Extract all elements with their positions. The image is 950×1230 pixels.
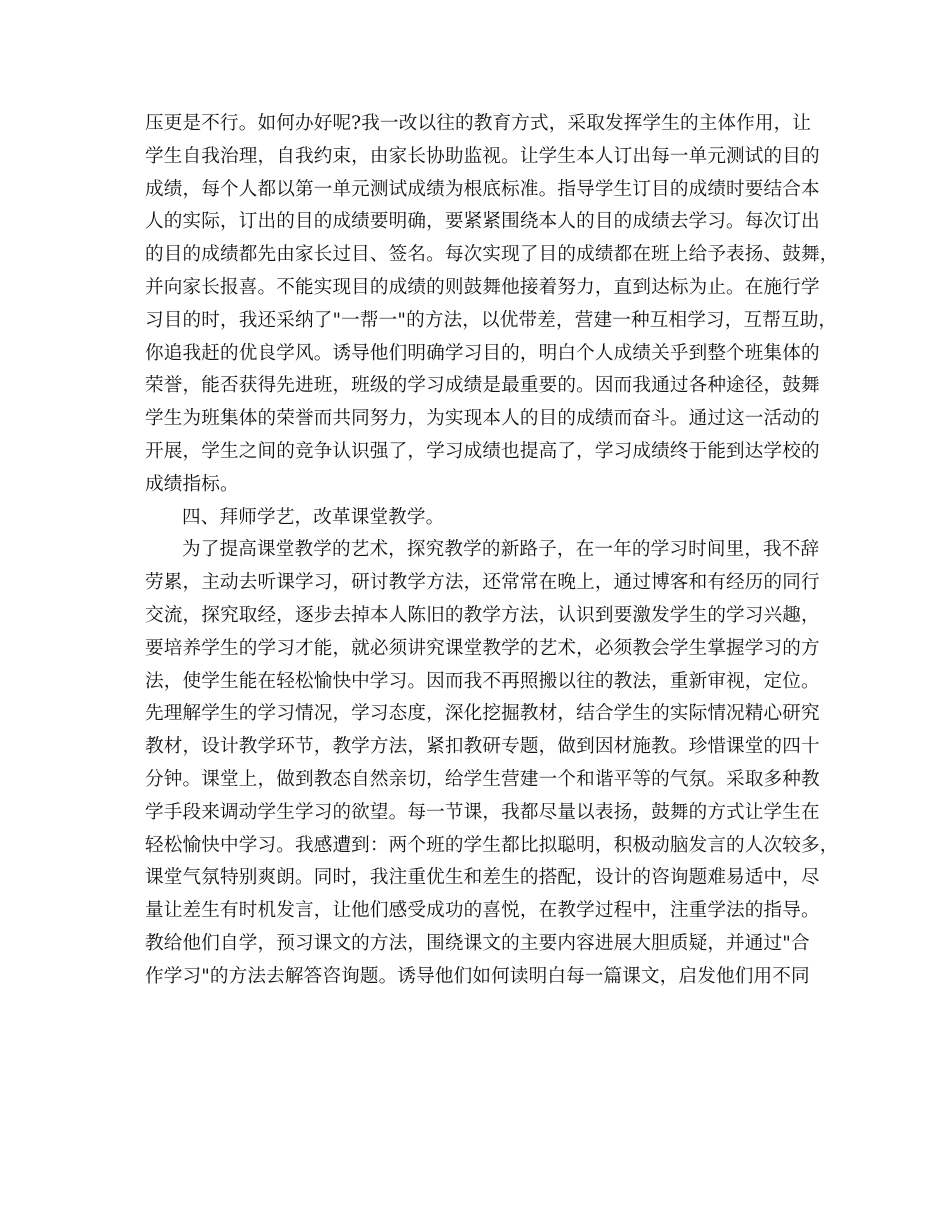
paragraph-line: 成绩指标。: [145, 473, 239, 495]
paragraph-line: 量让差生有时机发言，让他们感受成功的喜悦，在教学过程中，注重学法的指导。: [145, 900, 820, 922]
paragraph-line: 教材，设计教学环节，教学方法，紧扣教研专题，做到因材施教。珍惜课堂的四十: [145, 736, 820, 758]
paragraph-line: 压更是不行。如何办好呢?我一改以往的教育方式，采取发挥学生的主体作用，让: [145, 113, 812, 134]
paragraph-line: 学手段来调动学生学习的欲望。每一节课，我都尽量以表扬，鼓舞的方式让学生在: [145, 801, 820, 823]
paragraph-line: 习目的时，我还采纳了"一帮一"的方法，以优带差，营建一种互相学习，互帮互助，: [145, 309, 838, 331]
paragraph-line: 并向家长报喜。不能实现目的成绩的则鼓舞他接着努力，直到达标为止。在施行学: [145, 276, 820, 298]
paragraph-line: 荣誉，能否获得先进班，班级的学习成绩是最重要的。因而我通过各种途径，鼓舞: [145, 375, 820, 397]
paragraph-line: 成绩，每个人都以第一单元测试成绩为根底标准。指导学生订目的成绩时要结合本: [145, 178, 820, 200]
paragraph-line: 分钟。课堂上，做到教态自然亲切，给学生营建一个和谐平等的气氛。采取多种教: [145, 768, 820, 790]
paragraph-line: 轻松愉快中学习。我感遭到：两个班的学生都比拟聪明，积极动脑发言的人次较多，: [145, 834, 839, 856]
paragraph-line: 法，使学生能在轻松愉快中学习。因而我不再照搬以往的教法，重新审视，定位。: [145, 670, 820, 692]
paragraph-line: 教给他们自学，预习课文的方法，围绕课文的主要内容进展大胆质疑，并通过"合: [145, 932, 810, 954]
paragraph-line: 开展，学生之间的竞争认识强了，学习成绩也提高了，学习成绩终于能到达学校的: [145, 440, 820, 462]
paragraph-line: 学生为班集体的荣誉而共同努力，为实现本人的目的成绩而奋斗。通过这一活动的: [145, 408, 820, 430]
document-body: [145, 108, 839, 994]
paragraph-line: 为了提高课堂教学的艺术，探究教学的新路子，在一年的学习时间里，我不辞: [182, 539, 820, 561]
paragraph-line: 交流，探究取经，逐步去掉本人陈旧的教学方法，认识到要激发学生的学习兴趣，: [145, 604, 820, 626]
paragraph-line: 课堂气氛特别爽朗。同时，我注重优生和差生的搭配，设计的咨询题难易适中，尽: [145, 867, 820, 889]
paragraph-line: 要培养学生的学习才能，就必须讲究课堂教学的艺术，必须教会学生掌握学习的方: [145, 637, 820, 659]
paragraph-line: 的目的成绩都先由家长过目、签名。每次实现了目的成绩都在班上给予表扬、鼓舞，: [145, 244, 839, 266]
paragraph-line: 先理解学生的学习情况，学习态度，深化挖掘教材，结合学生的实际情况精心研究: [145, 703, 820, 725]
section-heading: 四、拜师学艺，改革课堂教学。: [182, 506, 445, 528]
paragraph-line: 作学习"的方法去解答咨询题。诱导他们如何读明白每一篇课文，启发他们用不同: [145, 965, 810, 987]
paragraph-line: 劳累，主动去听课学习，研讨教学方法，还常常在晚上，通过博客和有经历的同行: [145, 572, 820, 594]
paragraph-line: 学生自我治理，自我约束，由家长协助监视。让学生本人订出每一单元测试的目的: [145, 145, 820, 167]
paragraph-line: 人的实际，订出的目的成绩要明确，要紧紧围绕本人的目的成绩去学习。每次订出: [145, 211, 820, 233]
paragraph-line: 你追我赶的优良学风。诱导他们明确学习目的，明白个人成绩关乎到整个班集体的: [145, 342, 820, 364]
